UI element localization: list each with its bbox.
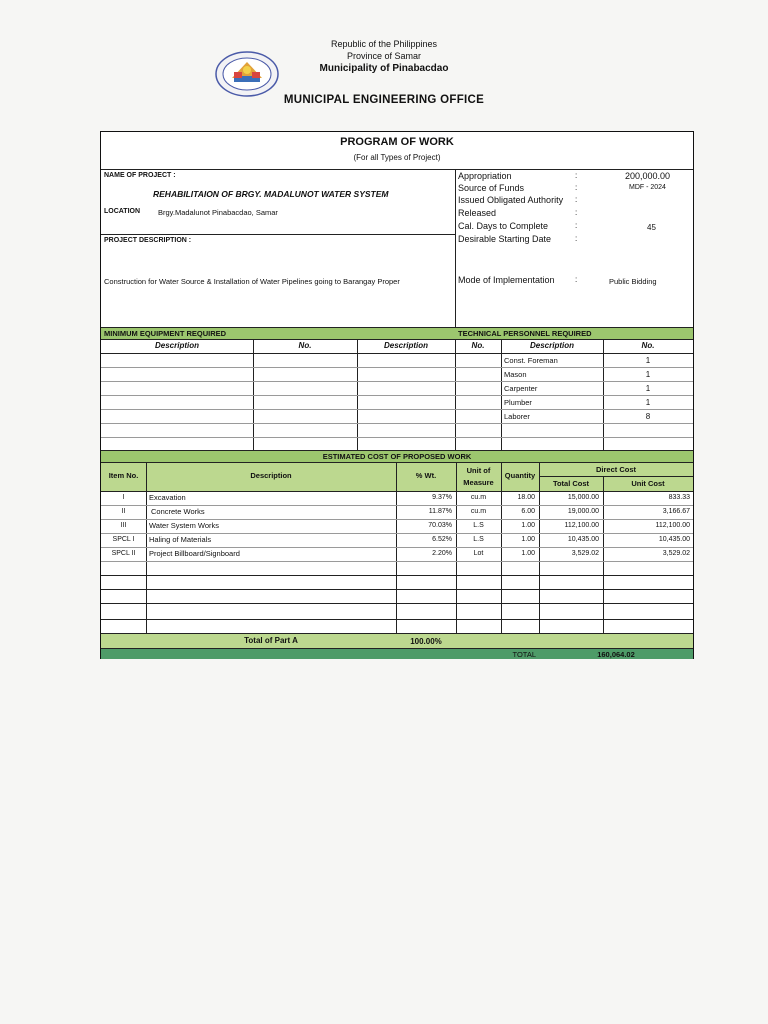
project-name: REHABILITAION OF BRGY. MADALUNOT WATER SYSTEM	[153, 189, 389, 199]
cost-unit: L.S	[473, 522, 484, 529]
rule	[101, 547, 693, 548]
rule	[101, 437, 693, 438]
personnel-desc-header: Description	[529, 341, 574, 350]
rule	[101, 575, 693, 576]
personnel-desc: Plumber	[504, 398, 532, 407]
cost-total: 19,000.00	[567, 508, 599, 515]
cost-total: 112,100.00	[564, 522, 599, 529]
personnel-no2-header: No.	[641, 341, 655, 350]
cost-total: 10,435.00	[567, 536, 599, 543]
cost-desc-header: Description	[250, 471, 292, 480]
cost-item: II	[121, 508, 126, 515]
colon: :	[575, 171, 578, 180]
obligated-label: Issued Obligated Authority	[458, 195, 564, 205]
cost-unit-cost: 3,166.67	[662, 508, 690, 515]
cost-item: SPCL II	[111, 550, 136, 557]
colon: :	[575, 208, 578, 217]
days-value: 45	[647, 223, 656, 232]
cost-qty: 1.00	[521, 550, 535, 557]
republic-line: Republic of the Philippines	[330, 39, 438, 49]
rule	[603, 476, 604, 648]
description-label: PROJECT DESCRIPTION :	[104, 237, 192, 244]
description-value: Construction for Water Source & Installation of Water Pipelines going to Barangay Proper	[104, 277, 400, 286]
released-label: Released	[458, 208, 497, 218]
cost-unit-cost: 10,435.00	[658, 536, 690, 543]
rule	[101, 603, 693, 604]
cost-item: III	[120, 522, 127, 529]
total-cost-header: Total Cost	[552, 479, 590, 488]
wt-header: % Wt.	[415, 471, 437, 480]
program-of-work-form	[100, 131, 694, 659]
cost-unit-cost: 3,529.02	[662, 550, 690, 557]
rule	[101, 505, 693, 506]
cost-wt: 6.52%	[432, 536, 452, 543]
rule	[101, 491, 693, 492]
rule	[101, 533, 693, 534]
direct-cost-header: Direct Cost	[595, 465, 636, 474]
cost-wt: 9.37%	[432, 494, 452, 501]
rule	[101, 423, 693, 424]
rule	[101, 619, 693, 620]
province-line: Province of Samar	[346, 51, 422, 61]
cost-qty: 18.00	[517, 494, 535, 501]
cost-total: 3,529.02	[571, 550, 599, 557]
cost-desc: Concrete Works	[151, 507, 205, 516]
personnel-desc: Carpenter	[504, 384, 538, 393]
cost-desc: Project Billboard/Signboard	[149, 549, 240, 558]
item-no-header: Item No.	[108, 471, 139, 480]
equipment-title: MINIMUM EQUIPMENT REQUIRED	[104, 329, 227, 338]
source-value: MDF - 2024	[629, 184, 666, 191]
colon: :	[575, 221, 578, 230]
unit-header-1: Unit of	[466, 466, 491, 475]
personnel-title: TECHNICAL PERSONNEL REQUIRED	[458, 329, 592, 338]
rule	[101, 519, 693, 520]
personnel-no: 1	[645, 398, 651, 407]
rule	[101, 589, 693, 590]
equip-no-header: No.	[298, 341, 312, 350]
rule	[101, 353, 693, 354]
form-subtitle: (For all Types of Project)	[353, 153, 441, 162]
cost-unit: L.S	[473, 536, 484, 543]
cost-qty: 1.00	[521, 522, 535, 529]
rule	[539, 476, 693, 477]
appropriation-label: Appropriation	[458, 171, 512, 181]
total-part-label: Total of Part A	[244, 636, 298, 645]
total-part-wt: 100.00%	[410, 637, 442, 646]
cost-desc: Haling of Materials	[149, 535, 212, 544]
cost-qty: 6.00	[521, 508, 535, 515]
colon: :	[575, 234, 578, 243]
mode-label: Mode of Implementation	[458, 275, 555, 285]
equip-desc-header: Description	[154, 341, 199, 350]
unit-header-2: Measure	[463, 478, 494, 487]
grand-total-value: 160,064.02	[597, 650, 635, 659]
cost-title: ESTIMATED COST OF PROPOSED WORK	[322, 452, 472, 461]
location-value: Brgy.Madalunot Pinabacdao, Samar	[158, 208, 278, 217]
source-label: Source of Funds	[458, 183, 525, 193]
cost-unit: cu.m	[470, 508, 487, 515]
cost-item: SPCL I	[112, 536, 135, 543]
rule	[101, 367, 693, 368]
rule	[455, 169, 456, 327]
personnel-no-header: No.	[471, 341, 485, 350]
personnel-no: 1	[645, 356, 651, 365]
cost-unit-cost: 833.33	[668, 494, 690, 501]
appropriation-value: 200,000.00	[625, 171, 671, 181]
colon: :	[575, 275, 578, 284]
rule	[101, 234, 455, 235]
qty-header: Quantity	[504, 471, 536, 480]
cost-item: I	[122, 494, 125, 501]
unit-cost-header: Unit Cost	[631, 479, 665, 488]
cost-qty: 1.00	[521, 536, 535, 543]
start-label: Desirable Starting Date	[458, 234, 552, 244]
cost-total: 15,000.00	[567, 494, 599, 501]
rule	[101, 169, 693, 170]
rule	[101, 339, 693, 340]
colon: :	[575, 195, 578, 204]
personnel-desc: Const. Foreman	[504, 356, 558, 365]
office-title: MUNICIPAL ENGINEERING OFFICE	[283, 94, 485, 106]
cost-unit-cost: 112,100.00	[655, 522, 690, 529]
cost-desc: Excavation	[149, 493, 186, 502]
days-label: Cal. Days to Complete	[458, 221, 549, 231]
municipality-line: Municipality of Pinabacdao	[319, 63, 449, 74]
personnel-no: 1	[645, 384, 651, 393]
personnel-desc: Mason	[504, 370, 527, 379]
cost-unit: cu.m	[470, 494, 487, 501]
cost-wt: 2.20%	[432, 550, 452, 557]
cost-unit: Lot	[473, 550, 484, 557]
colon: :	[575, 183, 578, 192]
mode-value: Public Bidding	[609, 277, 657, 286]
rule	[146, 462, 147, 648]
cost-wt: 70.03%	[428, 522, 452, 529]
letterhead	[0, 38, 768, 75]
rule	[101, 561, 693, 562]
cost-desc: Water System Works	[149, 521, 220, 530]
project-name-label: NAME OF PROJECT :	[104, 172, 176, 179]
equip-desc-header-2: Description	[383, 341, 428, 350]
rule	[101, 395, 693, 396]
cost-wt: 11.87%	[428, 508, 452, 515]
personnel-no: 1	[645, 370, 651, 379]
grand-total-label: TOTAL	[512, 650, 536, 659]
rule	[101, 409, 693, 410]
rule	[101, 381, 693, 382]
personnel-desc: Laborer	[504, 412, 530, 421]
form-title: PROGRAM OF WORK	[340, 136, 454, 148]
personnel-no: 8	[645, 412, 651, 421]
location-label: LOCATION	[104, 208, 141, 215]
